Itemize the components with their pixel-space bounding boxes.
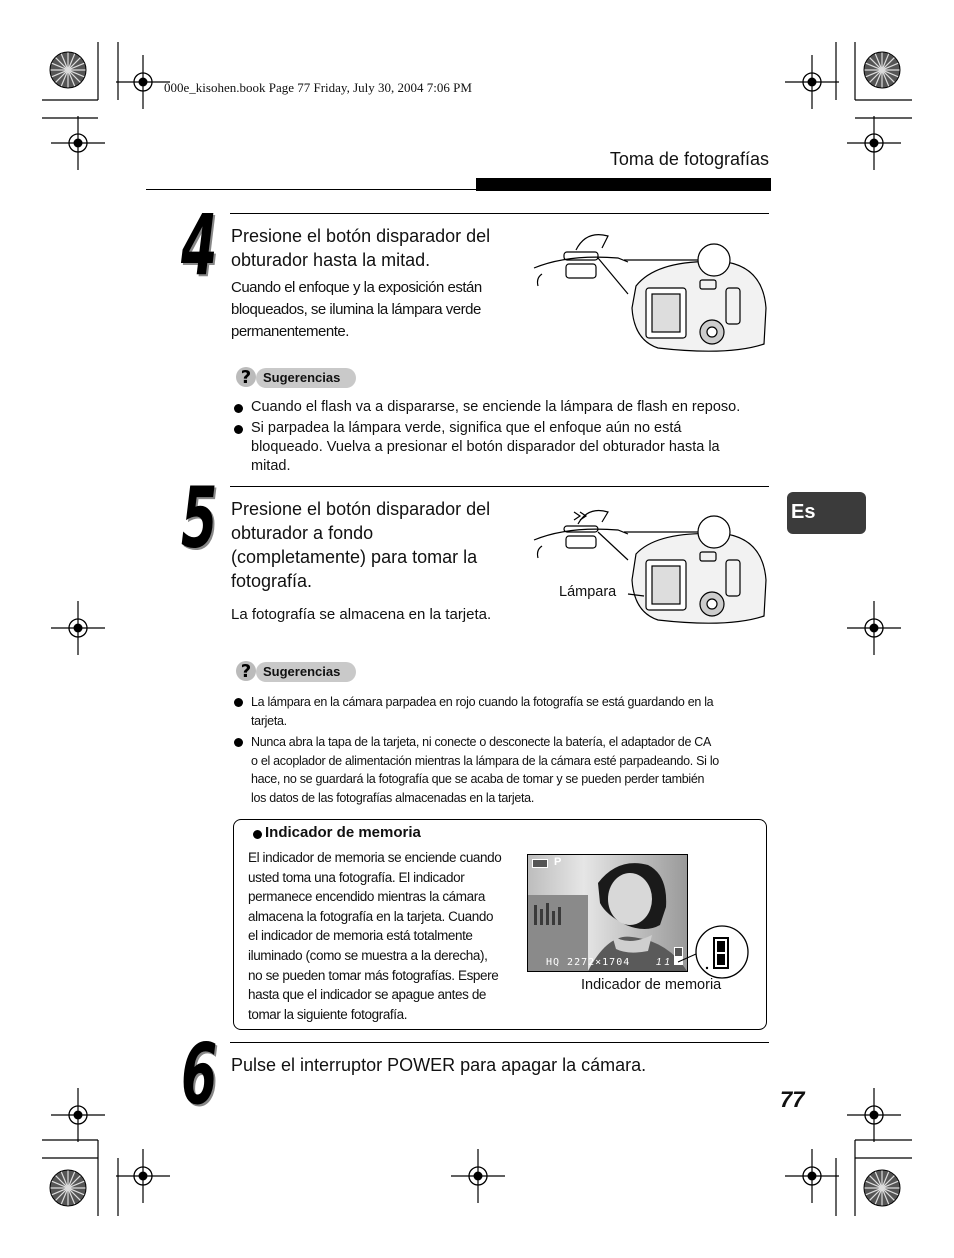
header-rule-thick [476,178,771,191]
step-number-6: 6 [181,1025,217,1123]
body-line: Cuando el enfoque y la exposición están [231,279,482,296]
body-line: el indicador de memoria está totalmente [248,928,473,944]
lcd-preview-photo [527,854,688,972]
language-tab-label: Es [791,501,816,523]
step-4-body [231,277,482,343]
memory-box-bullet [253,830,262,839]
step-6-rule [230,1042,769,1043]
body-line: almacena la fotografía en la tarjeta. Cuando [248,908,494,924]
list-item [234,733,774,807]
heading-line: Presione el botón disparador del [231,226,491,246]
tips-badge [256,662,356,682]
lcd-count: 1 1 [656,957,670,968]
body-line: no se pueden tomar más fotografías. Espere [248,967,499,983]
tips-label: Sugerencias [263,370,341,385]
body-line: iluminado (como se muestra a la derecha), [248,947,488,963]
section-title: Toma de fotografías [609,149,769,169]
svg-text:?: ? [240,367,252,388]
heading-line: Presione el botón disparador del [231,499,491,519]
step-number-4: 4 [181,196,217,294]
svg-text:?: ? [240,661,252,682]
lcd-mode: P [554,856,562,868]
tip-icon [235,363,257,389]
list-item [234,419,779,476]
body-line: permanece encendido mientras la cámara [248,889,485,905]
list-line: Nunca abra la tapa de la tarjeta, ni conecte o desconecte la batería, el adaptador de CA [251,735,712,749]
step-5-rule [230,486,769,487]
camera-half-press-illustration [528,228,773,363]
step-4-heading [231,224,490,272]
tips-badge [256,368,356,388]
heading-line: obturador hasta la mitad. [231,250,431,270]
header-rule-thin [146,189,476,190]
body-line: El indicador de memoria se enciende cuando [248,850,502,865]
tips-list-2 [234,693,774,810]
body-line: permanentemente. [231,323,349,340]
step-5-heading [231,497,490,593]
list-line: hace, no se guardará la fotografía que se acaba de tomar y se pueden perder también [251,772,705,786]
page-number: 77 [780,1087,805,1112]
list-line: La lámpara en la cámara parpadea en rojo cuando la fotografía se está guardando en la [251,695,714,709]
camera-full-press-illustration [528,502,773,637]
list-item [234,693,774,730]
list-line: Cuando el flash va a dispararse, se enciende la lámpara de flash en reposo. [251,399,741,415]
memory-box-title: Indicador de memoria [265,824,421,841]
step-4-rule [230,213,769,214]
heading-line: (completamente) para tomar la [231,547,478,567]
list-line: mitad. [251,458,291,474]
battery-icon [532,859,548,868]
step-number-5: 5 [181,469,217,567]
memory-indicator-magnifier [676,924,752,980]
list-item [234,398,779,417]
body-line: tomar la siguiente fotografía. [248,1006,408,1022]
step-5-body: La fotografía se almacena en la tarjeta. [231,606,492,623]
heading-line: obturador a fondo [231,523,374,543]
memory-indicator-caption: Indicador de memoria [581,977,722,993]
step-6-heading: Pulse el interruptor POWER para apagar la cámara. [231,1055,647,1075]
list-line: los datos de las fotografías almacenadas en la tarjeta. [251,790,534,805]
portrait-illustration [528,855,687,971]
lamp-label: Lámpara [559,584,617,600]
list-line: o el acoplador de alimentación mientras la lámpara de la cámara esté parpadeando. Si lo [251,753,719,768]
tip-icon [235,657,257,683]
memory-box-body [248,848,501,1024]
tips-label: Sugerencias [263,664,341,679]
lcd-resolution: HQ 2272×1704 [546,957,631,968]
list-line: Si parpadea la lámpara verde, significa que el enfoque aún no está [251,420,682,436]
body-line: bloqueados, se ilumina la lámpara verde [231,301,481,318]
tips-list-1 [234,398,779,478]
language-tab [787,492,866,534]
heading-line: fotografía. [231,571,313,591]
list-line: bloqueado. Vuelva a presionar el botón disparador del obturador hasta la [251,439,720,455]
print-info: 000e_kisohen.book Page 77 Friday, July 30, 2004 7:06 PM [164,80,472,95]
list-line: tarjeta. [251,713,287,728]
body-line: usted toma una fotografía. El indicador [248,869,465,885]
body-line: hasta que el indicador se apague antes de [248,987,487,1003]
